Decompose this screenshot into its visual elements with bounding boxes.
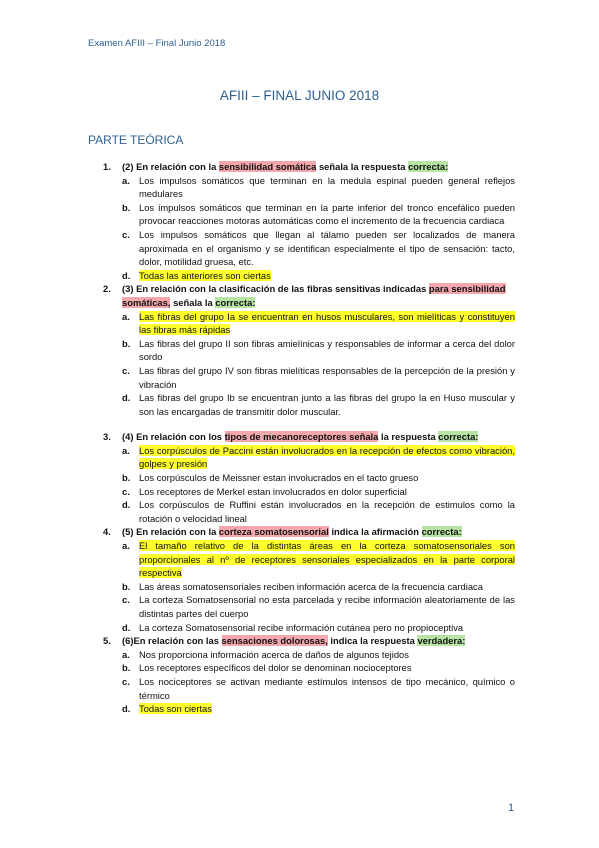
- stem-highlight-topic: corteza somatosensorial: [218, 526, 329, 538]
- option-letter: c.: [122, 485, 130, 497]
- option-text: Los receptores de Merkel estan involucrados en dolor superficial: [139, 485, 407, 497]
- stem-text: (2) En relación con la: [122, 161, 219, 172]
- question-stem: [103, 160, 515, 174]
- document-title: AFIII – FINAL JUNIO 2018: [219, 88, 380, 103]
- question-stem: [103, 430, 515, 444]
- stem-highlight-topic: sensaciones dolorosas,: [221, 635, 328, 647]
- option-c: [122, 593, 515, 620]
- option-letter: b.: [122, 472, 131, 484]
- option-letter: d.: [122, 269, 131, 281]
- question-stem: [103, 634, 515, 648]
- option-text: Los impulsos somáticos que terminan en la medula espinal pueden general reflejos medulares: [139, 174, 515, 200]
- option-text-correct: Las fibras del grupo Ia se encuentran en husos musculares, son mielíticas y constituyen las fibras más rápidas: [139, 310, 515, 336]
- stem-highlight-topic: sensibilidad somática: [218, 161, 317, 172]
- option-list: [122, 444, 515, 526]
- page-header: Examen AFIII – Final Junio 2018: [88, 38, 226, 49]
- option-a: [122, 648, 515, 662]
- option-letter: c.: [122, 594, 130, 606]
- stem-highlight-topic: tipos de mecanoreceptores señala: [224, 431, 379, 443]
- question-stem: [103, 525, 515, 539]
- stem-text: (5) En relación con la: [122, 526, 219, 538]
- option-b: [122, 580, 515, 594]
- option-a: [122, 539, 515, 580]
- option-d: [122, 391, 515, 418]
- option-letter: c.: [122, 364, 130, 376]
- question-number: 4.: [103, 526, 111, 538]
- option-letter: a.: [122, 444, 130, 456]
- option-b: [122, 661, 515, 675]
- stem-text: (3) En relación con la clasificación de las fibras sensitivas indicadas: [122, 283, 429, 295]
- option-letter: b.: [122, 337, 131, 349]
- option-text: Los corpúsculos de Ruffini están involucrados en la recepción de estimulos como la rotación o velocidad lineal: [139, 499, 515, 524]
- option-list: [122, 648, 515, 716]
- option-letter: d.: [122, 621, 131, 633]
- question-list: [103, 160, 515, 716]
- stem-highlight-topic: para sensibilidad somáticas,: [122, 283, 506, 308]
- option-b: [122, 471, 515, 485]
- option-letter: a.: [122, 648, 130, 660]
- option-a: [122, 310, 515, 337]
- question-number: 5.: [103, 635, 111, 647]
- stem-text: señala la respuesta: [316, 161, 409, 172]
- section-heading: PARTE TEÓRICA: [88, 133, 184, 147]
- stem-highlight-answer-type: correcta:: [408, 161, 449, 172]
- option-text: La corteza Somatosensorial recibe información cutánea pero no propioceptiva: [139, 621, 464, 633]
- option-d: [122, 498, 515, 525]
- stem-highlight-answer-type: correcta:: [421, 526, 462, 538]
- stem-text: la respuesta: [378, 431, 439, 443]
- option-letter: d.: [122, 392, 131, 404]
- option-b: [122, 201, 515, 228]
- option-letter: d.: [122, 499, 131, 511]
- option-text: Los impulsos somáticos que llegan al tálamo pueden ser localizados de manera aproximada en el organismo y se identifican especialmente el tipo de sensación: tacto, dolor, motilidad gruesa, etc.: [139, 228, 515, 268]
- option-letter: b.: [122, 201, 131, 213]
- option-letter: b.: [122, 662, 131, 674]
- option-d: [122, 269, 515, 283]
- option-text: Las áreas somatosensoriales reciben información acerca de la frecuencia cardiaca: [139, 580, 483, 592]
- stem-text: señala la: [170, 296, 216, 308]
- option-text: Los nociceptores se activan mediante estímulos intensos de tipo mecánico, químico o térmico: [139, 675, 515, 701]
- option-text-correct: Todas las anteriores son ciertas: [139, 269, 271, 281]
- question-number: 2.: [103, 283, 111, 295]
- stem-highlight-answer-type: verdadera:: [417, 635, 466, 647]
- option-text: La corteza Somatosensorial no esta parcelada y recibe información aleatoriamente de las distintas partes del cuerpo: [139, 594, 515, 619]
- question-number: 3.: [103, 431, 111, 443]
- stem-highlight-answer-type: correcta:: [438, 431, 479, 443]
- question-number: 1.: [103, 161, 111, 172]
- option-list: [122, 174, 515, 283]
- question-stem: [103, 282, 515, 309]
- option-a: [122, 174, 515, 201]
- option-letter: c.: [122, 228, 130, 240]
- option-b: [122, 337, 515, 364]
- option-a: [122, 444, 515, 471]
- option-letter: c.: [122, 675, 130, 687]
- option-text: Las fibras del grupo Ib se encuentran junto a las fibras del grupo Ia en Huso muscular y son las encargadas de transmitir dolor muscular.: [139, 392, 515, 417]
- option-c: [122, 485, 515, 499]
- stem-highlight-answer-type: correcta:: [215, 296, 256, 308]
- option-text: Las fibras del grupo II son fibras amielínicas y responsables de informar a cerca del dolor sordo: [139, 337, 515, 363]
- option-list: [122, 310, 515, 419]
- option-c: [122, 228, 515, 269]
- option-d: [122, 702, 515, 716]
- stem-text: indica la respuesta: [327, 635, 418, 647]
- option-letter: b.: [122, 580, 131, 592]
- option-text: Los impulsos somáticos que terminan en la parte inferior del tronco encefálico pueden provocar reacciones motoras automáticas como el incremento de la frecuencia cardiaca: [139, 201, 515, 227]
- stem-text: (4) En relación con los: [122, 431, 225, 443]
- stem-text: indica la afirmación: [328, 526, 422, 538]
- stem-text: (6)En relación con las: [122, 635, 222, 647]
- option-text-correct: Los corpúsculos de Paccini están involucrados en la recepción de efectos como vibración, golpes y presión: [139, 444, 515, 470]
- option-c: [122, 364, 515, 391]
- page-number: 1: [508, 802, 515, 814]
- option-text: Los corpúsculos de Meissner estan involucrados en el tacto grueso: [139, 472, 419, 484]
- option-text-correct: Todas son ciertas: [139, 703, 212, 715]
- option-text: Los receptores específicos del dolor se denominan nocioceptores: [139, 662, 412, 674]
- option-text-correct: El tamaño relativo de la distintas áreas en la corteza somatosensoriales son proporcionales al nº de receptores sensoriales especializados en la parte corporal respectiva: [139, 540, 515, 579]
- option-letter: a.: [122, 310, 130, 322]
- option-letter: a.: [122, 540, 130, 552]
- option-text: Nos proporciona información acerca de daños de algunos tejidos: [139, 648, 409, 660]
- option-d: [122, 621, 515, 635]
- option-letter: d.: [122, 703, 131, 715]
- option-text: Las fibras del grupo IV son fibras mielíticas responsables de la percepción de la presión y vibración: [139, 364, 515, 390]
- spacer: [103, 418, 515, 430]
- option-c: [122, 675, 515, 702]
- option-list: [122, 539, 515, 634]
- option-letter: a.: [122, 174, 130, 186]
